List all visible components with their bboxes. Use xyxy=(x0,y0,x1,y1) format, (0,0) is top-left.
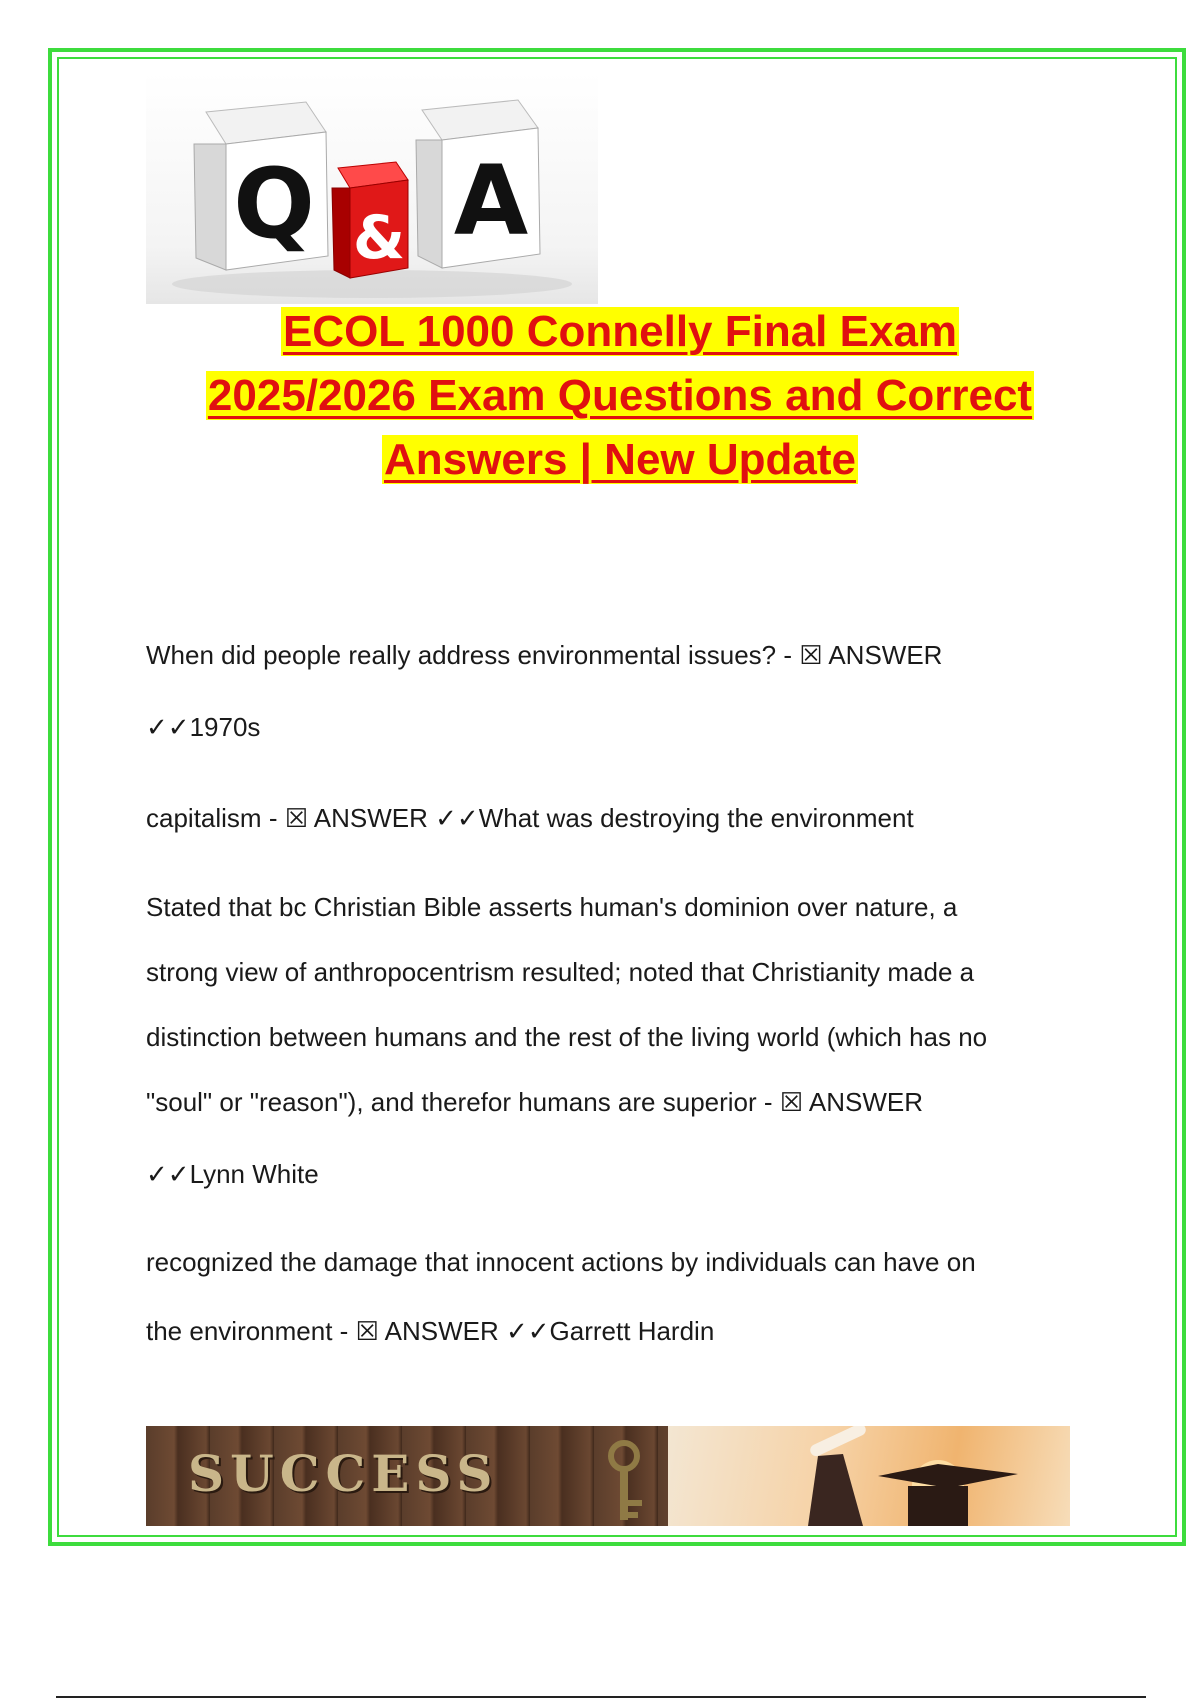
dice-letter-a: A xyxy=(453,145,529,257)
qa-line: distinction between humans and the rest of the living world (which has no xyxy=(146,1022,988,1052)
footer-rule xyxy=(56,1696,1146,1698)
key-icon xyxy=(594,1440,654,1526)
document-title xyxy=(140,300,1100,492)
qa-line: recognized the damage that innocent actions by individuals can have on xyxy=(146,1247,976,1277)
qa-dice-image xyxy=(146,72,598,304)
title-line-1: ECOL 1000 Connelly Final Exam xyxy=(282,307,958,356)
qa-line: When did people really address environmental issues? - ☒ ANSWER xyxy=(146,640,943,670)
graduate-icon xyxy=(788,1426,1058,1526)
title-line-3: Answers | New Update xyxy=(384,435,856,484)
qa-line: capitalism - ☒ ANSWER ✓✓What was destroying the environment xyxy=(146,803,914,833)
banner-success-text: SUCCESS xyxy=(188,1444,499,1503)
qa-line: strong view of anthropocentrism resulted; noted that Christianity made a xyxy=(146,957,975,987)
qa-dice-icon xyxy=(146,72,598,304)
qa-line: ✓✓1970s xyxy=(146,712,261,742)
success-banner xyxy=(146,1426,1070,1526)
dice-letter-q: Q xyxy=(233,148,315,260)
dice-letter-ampersand: & xyxy=(352,203,406,273)
banner-graduate-panel xyxy=(668,1426,1070,1526)
qa-line: "soul" or "reason"), and therefor humans are superior - ☒ ANSWER xyxy=(146,1087,923,1117)
banner-wood-panel xyxy=(146,1426,668,1526)
qa-line: Stated that bc Christian Bible asserts human's dominion over nature, a xyxy=(146,892,958,922)
qa-line: ✓✓Lynn White xyxy=(146,1159,319,1189)
qa-line: the environment - ☒ ANSWER ✓✓Garrett Hardin xyxy=(146,1316,715,1346)
title-line-2: 2025/2026 Exam Questions and Correct xyxy=(207,371,1033,420)
